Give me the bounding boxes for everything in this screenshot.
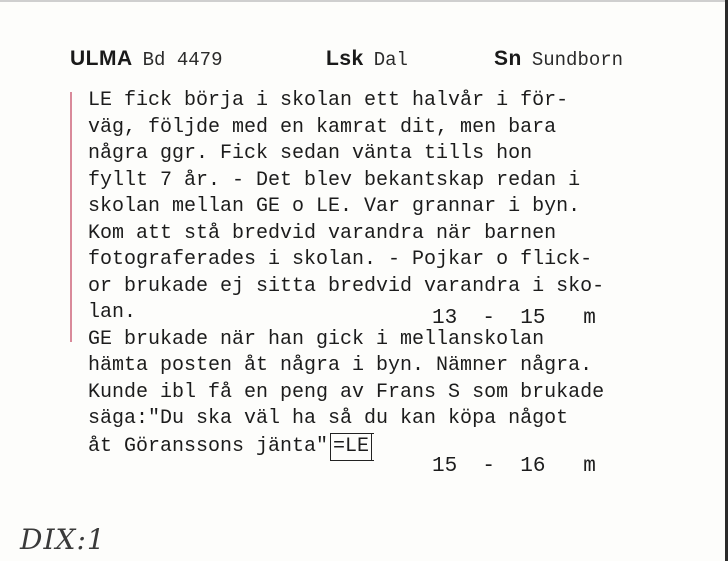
sn-field (494, 46, 623, 71)
ulma-label: ULMA (70, 47, 133, 70)
card-body-text (88, 88, 604, 459)
ulma-field (70, 46, 222, 71)
text-line: några ggr. Fick sedan vänta tills hon (88, 142, 533, 165)
text-line: Kunde ibl få en peng av Frans S som brukade (88, 380, 605, 404)
text-line: väg, följde med en kamrat dit, men bara (88, 115, 557, 139)
text-line: Kom att stå bredvid varandra när barnen (88, 221, 557, 245)
sn-value: Sundborn (531, 49, 624, 71)
text-line: LE fick börja i skolan ett halvår i för- (88, 89, 569, 112)
lsk-field (326, 46, 408, 71)
text-line: säga:"Du ska väl ha så du kan köpa något (88, 407, 569, 430)
text-line: or brukade ej sitta bredvid varandra i sko- (88, 274, 605, 298)
card-top-edge (0, 0, 728, 2)
red-margin-line (70, 92, 72, 342)
ulma-value: Bd 4479 (142, 49, 223, 71)
text-line: GE brukade när han gick i mellanskolan (88, 327, 545, 351)
handwritten-note: DIX:1 (20, 523, 106, 556)
text-line: skolan mellan GE o LE. Var grannar i byn. (88, 195, 581, 218)
bracket-note-text: =LE (333, 434, 372, 461)
lsk-value: Dal (373, 49, 408, 71)
text-line: lan. (88, 301, 137, 324)
ref-range-1: 13 - 15 m (432, 307, 596, 330)
bracket-note (330, 433, 374, 462)
ref-range-2: 15 - 16 m (432, 455, 596, 478)
lsk-label: Lsk (326, 47, 364, 70)
text-line: fotograferades i skolan. - Pojkar o flick- (88, 248, 593, 271)
text-line-content: åt Göranssons jänta" (88, 434, 329, 458)
text-line: fyllt 7 år. - Det blev bekantskap redan i (88, 168, 581, 192)
text-line: hämta posten åt några i byn. Nämner några. (88, 354, 593, 377)
sn-label: Sn (494, 47, 522, 70)
